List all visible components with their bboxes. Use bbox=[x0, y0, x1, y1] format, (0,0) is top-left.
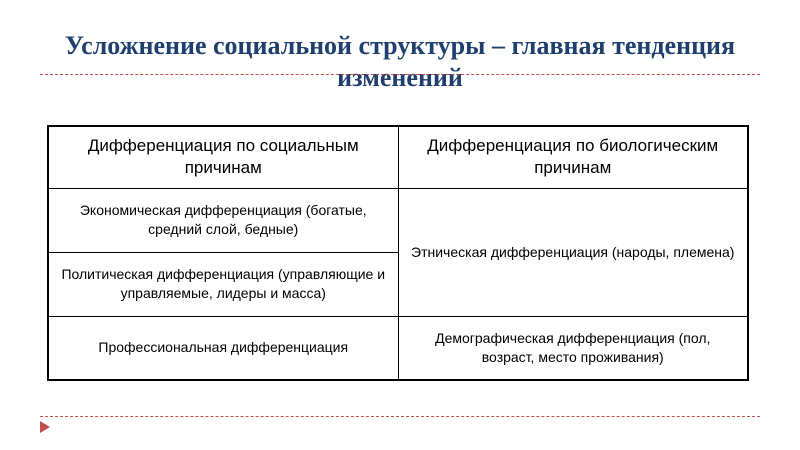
table-header-row bbox=[48, 126, 748, 188]
cell-professional: Профессиональная дифференциация bbox=[48, 316, 398, 380]
cell-political: Политическая дифференциация (управляющие и управляемые, лидеры и масса) bbox=[48, 252, 398, 316]
table-row bbox=[48, 188, 748, 252]
footer-divider bbox=[40, 416, 760, 417]
header-social: Дифференциация по социальным причинам bbox=[48, 126, 398, 188]
title-divider bbox=[40, 74, 760, 75]
differentiation-table bbox=[47, 125, 749, 381]
cell-demographic: Демографическая дифференциация (пол, возраст, место проживания) bbox=[398, 316, 748, 380]
triangle-bullet-icon bbox=[40, 421, 50, 433]
cell-ethnic: Этническая дифференциация (народы, племена) bbox=[398, 188, 748, 316]
slide-title: Усложнение социальной структуры – главная тенденция изменений bbox=[64, 31, 736, 92]
table-row bbox=[48, 316, 748, 380]
cell-economic: Экономическая дифференциация (богатые, средний слой, бедные) bbox=[48, 188, 398, 252]
header-biological: Дифференциация по биологическим причинам bbox=[398, 126, 748, 188]
